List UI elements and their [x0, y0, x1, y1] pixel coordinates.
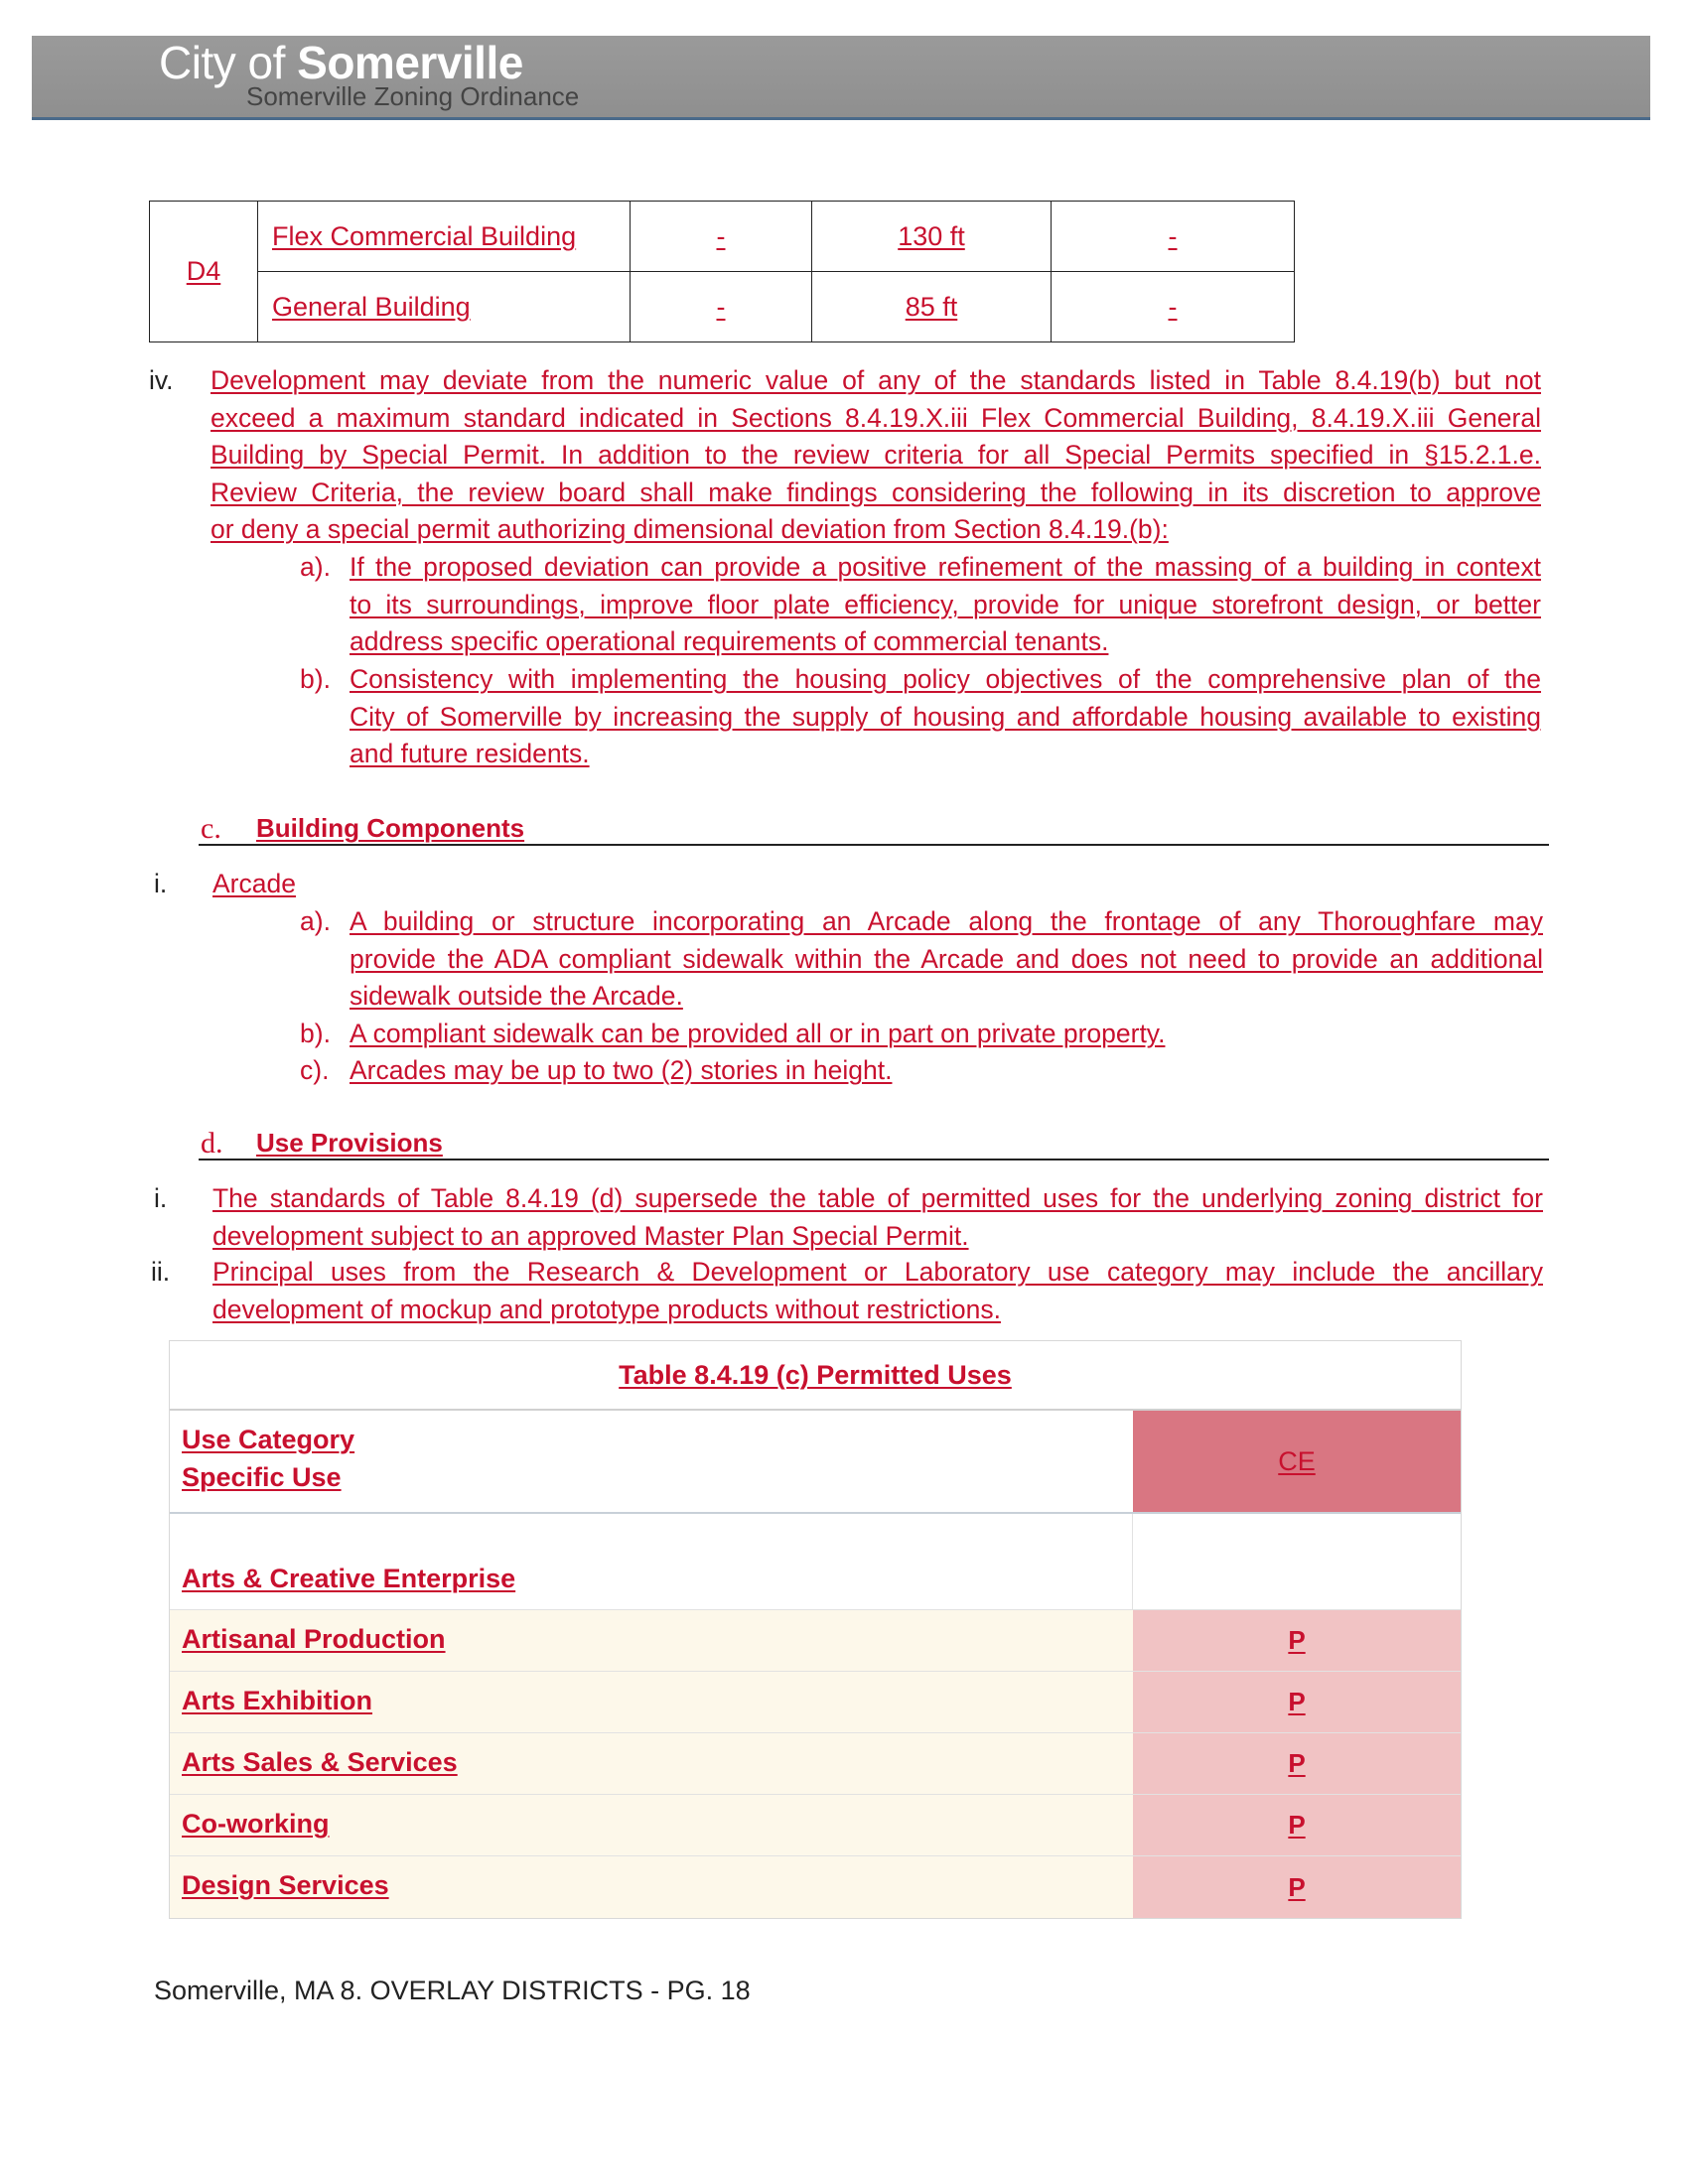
arcade-title: Arcade	[212, 869, 296, 898]
header-ce: CE	[1133, 1411, 1461, 1512]
page-header	[32, 36, 1650, 120]
para-iv-marker: iv.	[149, 365, 174, 395]
use-provision-i: The standards of Table 8.4.19 (d) supersede the table of permitted uses for the underlying zoning district for development subject to an approved Master Plan Special Permit.	[212, 1183, 1543, 1251]
building-type-cell: Flex Commercial Building	[258, 202, 631, 272]
table-title-row	[170, 1341, 1461, 1411]
ce-cell: P	[1133, 1795, 1461, 1855]
dim-cell: -	[631, 272, 812, 342]
use-cell: Design Services	[182, 1870, 389, 1900]
arcade-marker: i.	[154, 869, 168, 898]
table-row	[150, 272, 1295, 342]
section-d-heading	[199, 1119, 1549, 1160]
header-subtitle: Somerville Zoning Ordinance	[246, 81, 580, 111]
table-title: Table 8.4.19 (c) Permitted Uses	[619, 1360, 1012, 1390]
arcade-item-a-marker: a).	[300, 906, 331, 936]
dim-cell: 85 ft	[812, 272, 1052, 342]
section-d-title: Use Provisions	[256, 1128, 443, 1158]
table-row	[170, 1856, 1461, 1918]
para-iv-item-b-marker: b).	[300, 664, 331, 694]
category-cell: Arts & Creative Enterprise	[182, 1564, 516, 1593]
category-row	[170, 1514, 1461, 1610]
table-header-row	[170, 1411, 1461, 1514]
para-iv-item-a: If the proposed deviation can provide a positive refinement of the massing of a building in context to its surroundings, improve floor plate efficiency, provide for unique storefront design, or better address specific operational requirements of commercial tenants.	[350, 552, 1541, 656]
ce-cell: P	[1133, 1856, 1461, 1918]
header-city-name: Somerville	[297, 37, 523, 88]
use-cell: Artisanal Production	[182, 1624, 446, 1654]
ce-cell: P	[1133, 1733, 1461, 1794]
category-ce-cell	[1132, 1514, 1461, 1609]
dim-cell: -	[631, 202, 812, 272]
arcade-item-b-marker: b).	[300, 1019, 331, 1048]
use-cell: Arts Sales & Services	[182, 1747, 458, 1777]
building-type-cell: General Building	[258, 272, 631, 342]
section-c-title: Building Components	[256, 813, 525, 843]
section-d-letter: d.	[201, 1127, 223, 1160]
dim-cell: -	[1052, 202, 1295, 272]
para-iv-item-b: Consistency with implementing the housing policy objectives of the comprehensive plan of the City of Somerville by increasing the supply of housing and affordable housing available to existing and future residents.	[350, 664, 1541, 768]
table-row	[170, 1672, 1461, 1733]
table-row	[170, 1795, 1461, 1856]
header-city-prefix: City of	[159, 37, 285, 88]
ce-cell: P	[1133, 1672, 1461, 1732]
use-provision-ii-marker: ii.	[151, 1257, 171, 1287]
header-use-category: Use Category Specific Use	[182, 1425, 355, 1492]
dim-cell: -	[1052, 272, 1295, 342]
arcade-item-c: Arcades may be up to two (2) stories in height.	[350, 1055, 893, 1085]
para-iv-text: Development may deviate from the numeric value of any of the standards listed in Table 8.4.19(b) but not exceed a maximum standard indicated in Sections 8.4.19.X.iii Flex Commercial Building, 8.4.19.X.iii General Building by Special Permit. In addition to the review criteria for all Special Permits specified in §15.2.1.e. Review Criteria, the review board shall make findings considering the following in its discretion to approve or deny a special permit authorizing dimensional deviation from Section 8.4.19.(b):	[211, 365, 1541, 544]
table-row	[150, 202, 1295, 272]
permitted-uses-table	[169, 1340, 1462, 1919]
arcade-item-a: A building or structure incorporating an Arcade along the frontage of any Thoroughfare may provide the ADA compliant sidewalk within the Arcade and does not need to provide an additional sidewalk outside the Arcade.	[350, 906, 1543, 1011]
use-cell: Co-working	[182, 1809, 330, 1839]
arcade-item-b: A compliant sidewalk can be provided all or in part on private property.	[350, 1019, 1166, 1048]
ce-cell: P	[1133, 1610, 1461, 1671]
page-footer: Somerville, MA 8. OVERLAY DISTRICTS - PG. 18	[154, 1976, 751, 2005]
para-iv-item-a-marker: a).	[300, 552, 331, 582]
section-c-letter: c.	[201, 812, 221, 845]
table-row	[170, 1610, 1461, 1672]
use-cell: Arts Exhibition	[182, 1686, 373, 1715]
dim-cell: 130 ft	[812, 202, 1052, 272]
use-provision-ii: Principal uses from the Research & Development or Laboratory use category may include the ancillary development of mockup and prototype products without restrictions.	[212, 1257, 1543, 1324]
arcade-item-c-marker: c).	[300, 1055, 330, 1085]
section-c-heading	[199, 804, 1549, 846]
table-row	[170, 1733, 1461, 1795]
use-provision-i-marker: i.	[154, 1183, 168, 1213]
dimension-table	[149, 201, 1295, 342]
district-cell: D4	[150, 202, 258, 342]
